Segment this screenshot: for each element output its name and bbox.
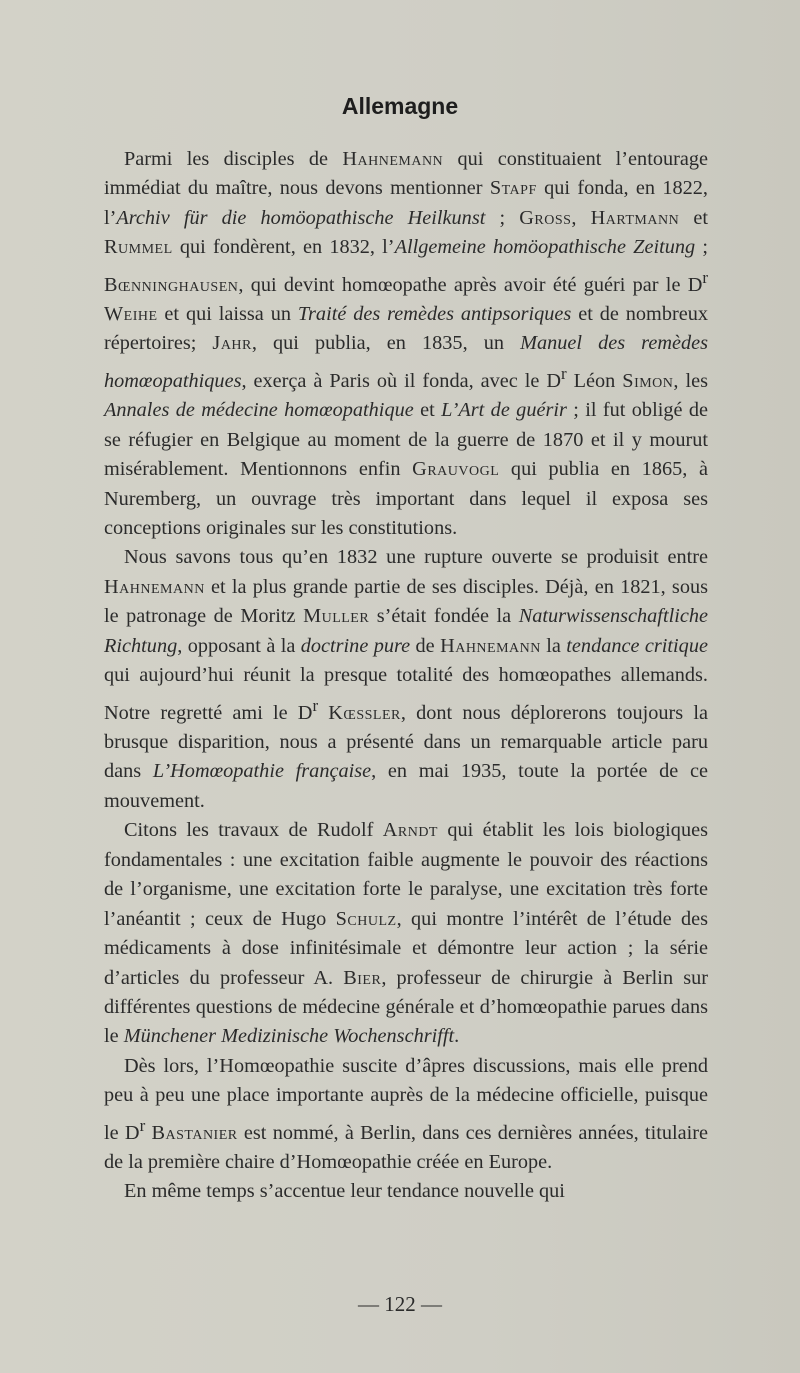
text-run: , les <box>673 369 708 392</box>
author-name: Stapf <box>489 177 537 200</box>
author-name: Hahnemann <box>342 148 444 170</box>
text-run: Parmi les disciples de <box>124 148 343 170</box>
author-name: Schulz <box>335 907 397 930</box>
text-run: qui aujourd’hui réunit la presque totalité des homœopathes allemands. Notre regretté ami le D <box>104 664 708 724</box>
work-title: Münchener Medizinische Wochenschrifft <box>123 1025 455 1048</box>
superscript: r <box>702 267 708 287</box>
text-run: , opposant à la <box>177 634 301 657</box>
text-run: qui fondèrent, en 1832, l’ <box>172 236 395 259</box>
text-run: Léon <box>566 369 623 392</box>
text-run: qui publia en 1865, à Nuremberg, un ouvrage très important dans lequel il exposa ses conceptions originales sur les constitutions. <box>104 458 708 539</box>
author-name: Bœnninghausen <box>104 273 239 296</box>
text-run: , qui publia, en 1835, un <box>251 332 521 355</box>
text-run: ; il fut obligé de se réfugier en Belgique au moment de la guerre de 1870 et il y mourut misérablement. Mentionnons enfin <box>104 399 708 481</box>
work-title: L’Art de guérir <box>441 399 567 422</box>
text-run: qui constituaient l’entourage immédiat du maître, nous devons mentionner <box>104 148 709 200</box>
body-text <box>104 145 708 1207</box>
paragraph-5 <box>104 1177 708 1206</box>
author-name: Arndt <box>382 819 438 842</box>
text-run: , dont nous déplorerons toujours la brusque disparition, nous a présenté dans un remarquable article paru dans <box>104 701 708 783</box>
author-name: Hartmann <box>590 206 680 229</box>
author-name: Muller <box>303 605 370 628</box>
page-number: — 122 — <box>358 1292 442 1316</box>
page-title: Allemagne <box>341 93 459 119</box>
text-run: ; <box>695 236 708 259</box>
author-name: Rummel <box>104 236 173 259</box>
text-run: et de nombreux répertoires; <box>104 303 708 355</box>
text-run: et qui laissa un <box>157 303 298 326</box>
author-name: Bier <box>343 966 382 989</box>
work-title: L’Homœopathie française <box>152 760 372 783</box>
paragraph-1 <box>104 145 708 543</box>
text-run: de <box>410 634 441 657</box>
paragraph-2 <box>104 543 708 816</box>
text-run: et <box>679 206 708 229</box>
text-run: Dès lors, l’Homœopathie suscite d’âpres discussions, mais elle prend peu à peu une place importante auprès de la médecine officielle, puisque le D <box>104 1054 708 1144</box>
text-run: et la plus grande partie de ses disciples. Déjà, en 1821, sous le patronage de Moritz <box>104 575 708 628</box>
text-run: qui fonda, en 1822, l’ <box>104 177 708 229</box>
text-run: Citons les travaux de Rudolf <box>124 819 383 842</box>
text-run: , exerça à Paris où il fonda, avec le D <box>241 369 562 392</box>
text-run: , qui montre l’intérêt de l’étude des médicaments à dose infinitésimale et démontre leur action ; la série d’articles du professeur A. <box>104 907 708 989</box>
text-run: est nommé, à Berlin, dans ces dernières années, titulaire de la première chaire d’Homœopathie créée en Europe. <box>104 1121 708 1174</box>
work-title: Allgemeine homöopathische Zeitung <box>394 236 696 259</box>
work-title: Naturwissenschaftliche Richtung <box>104 605 708 657</box>
text-run: qui établit les lois biologiques fondamentales : une excitation faible augmente le pouvoir des réactions de l’organisme, une excitation forte le paralyse, une excitation très forte l’anéantit ; ceux de Hugo <box>104 819 708 930</box>
author-name: Hahnemann <box>104 575 205 598</box>
author-name: Grauvogl <box>412 458 500 481</box>
superscript: r <box>561 363 567 383</box>
author-name: Hahnemann <box>440 634 541 657</box>
text-run: , qui devint homœopathe après avoir été guéri par le D <box>238 273 703 296</box>
author-name: Weihe <box>104 303 158 326</box>
text-run: , <box>571 206 591 229</box>
work-title: Archiv für die homöopathische Heilkunst <box>116 206 486 229</box>
text-run: , professeur de chirurgie à Berlin sur différentes questions de médecine générale et d’homœopathie parues dans le <box>104 966 708 1048</box>
paragraph-3 <box>104 816 708 1052</box>
author-name: Kœssler <box>328 701 401 724</box>
author-name: Jahr <box>212 332 252 355</box>
work-title: Manuel des remèdes homœopathiques <box>104 332 708 392</box>
author-name: Gross <box>519 206 572 229</box>
emphasis: tendance critique <box>566 634 708 657</box>
work-title: Annales de médecine homœopathique <box>104 399 414 422</box>
author-name: Simon <box>622 369 674 392</box>
text-run: s’était fondée la <box>369 605 519 628</box>
author-name: Bastanier <box>151 1121 238 1144</box>
superscript: r <box>139 1115 146 1135</box>
text-run: la <box>540 634 567 657</box>
text-run: . <box>454 1025 460 1048</box>
work-title: Traité des remèdes antipsoriques <box>297 303 572 326</box>
text-run <box>318 701 328 723</box>
paragraph-4 <box>104 1052 708 1178</box>
text-run: En même temps s’accentue leur tendance nouvelle qui <box>124 1180 565 1203</box>
text-run: , en mai 1935, toute la portée de ce mouvement. <box>104 760 708 812</box>
text-run: Nous savons tous qu’en 1832 une rupture ouverte se produisit entre <box>124 546 708 569</box>
superscript: r <box>312 695 319 715</box>
text-run: et <box>413 399 442 422</box>
text-run: ; <box>485 206 520 229</box>
emphasis: doctrine pure <box>300 634 411 657</box>
